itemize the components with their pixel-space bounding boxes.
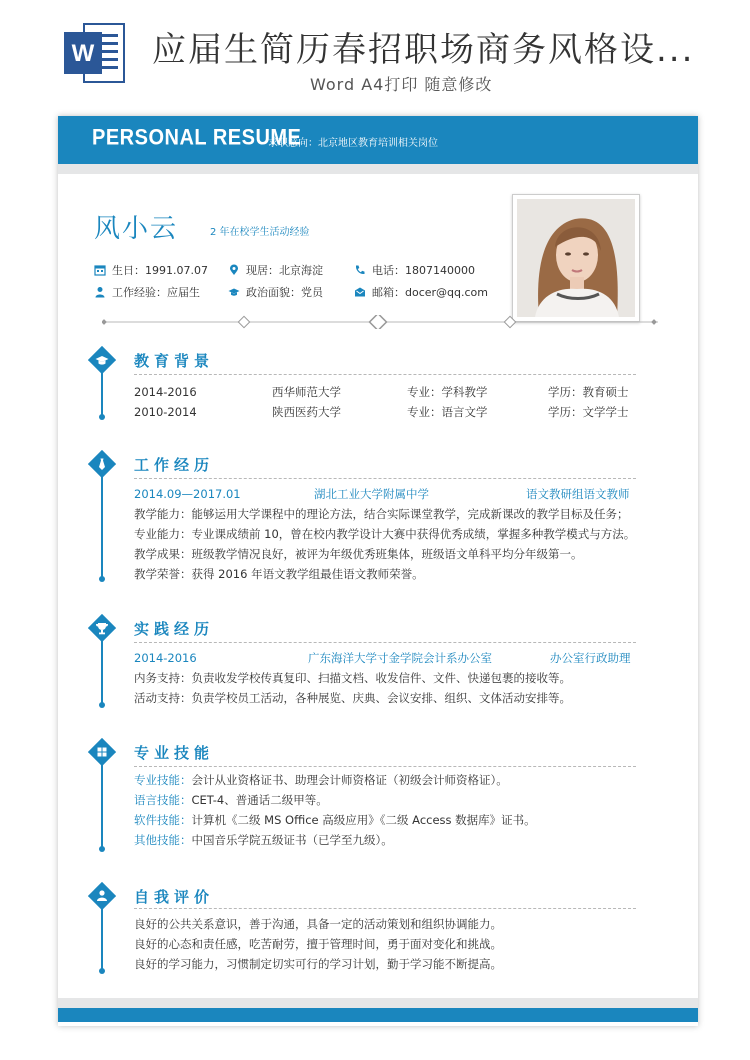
edu-period: 2010-2014 <box>134 405 197 419</box>
phone-text: 电话：1807140000 <box>372 264 475 277</box>
politics-text: 政治面貌：党员 <box>246 286 323 299</box>
word-document-icon <box>58 18 130 90</box>
skill-item <box>134 790 644 810</box>
skill-item <box>134 810 644 830</box>
education-timeline <box>101 372 103 416</box>
skills-section-icon <box>88 738 116 766</box>
practice-title: 实践经历 <box>134 620 215 638</box>
practice-period: 2014-2016 <box>134 651 197 665</box>
resume-page <box>58 116 698 1026</box>
phone-icon <box>354 264 366 276</box>
skill-text: 中国音乐学院五级证书（已学至九级）。 <box>191 833 393 847</box>
skills-timeline-dot <box>99 846 105 852</box>
skill-item <box>134 770 644 790</box>
skills-timeline <box>101 764 103 848</box>
edu-period: 2014-2016 <box>134 385 197 399</box>
self-section-icon <box>88 882 116 910</box>
work-line: 教学成果：班级教学情况良好，被评为年级优秀班集体，班级语文单科平均分年级第一。 <box>134 547 583 561</box>
skill-label: 专业技能： <box>134 773 192 787</box>
self-timeline <box>101 908 103 970</box>
edu-degree: 学历：文学学士 <box>548 405 629 419</box>
header-shadow-band <box>58 164 698 174</box>
practice-line: 内务支持：负责收发学校传真复印、扫描文档、收发信件、文件、快递包裹的接收等。 <box>134 671 571 685</box>
practice-role: 办公室行政助理 <box>550 651 631 665</box>
birth-text: 生日：1991.07.07 <box>112 264 208 277</box>
self-line: 良好的心态和责任感，吃苦耐劳，擅于管理时间，勇于面对变化和挑战。 <box>134 937 502 951</box>
candidate-name: 风小云 <box>94 214 179 244</box>
user-icon <box>94 286 106 298</box>
practice-rule <box>134 642 636 643</box>
work-line: 教学能力：能够运用大学课程中的理论方法，结合实际课堂教学，完成新课改的教学目标及任务； <box>134 507 629 521</box>
edu-major: 专业：学科教学 <box>407 385 488 399</box>
graduation-cap-icon <box>228 286 240 298</box>
info-birth <box>94 262 208 278</box>
resume-brand: PERSONAL RESUME <box>92 125 302 151</box>
download-banner <box>0 0 750 108</box>
email-text: 邮箱：docer@qq.com <box>372 286 489 299</box>
profile-photo <box>512 194 640 322</box>
work-line: 专业能力：专业课成绩前 10，曾在校内教学设计大赛中获得优秀成绩，掌握多种教学模式与方法。 <box>134 527 636 541</box>
work-org: 湖北工业大学附属中学 <box>314 487 429 501</box>
experience-text: 工作经验：应届生 <box>112 286 200 299</box>
self-title: 自我评价 <box>134 888 215 906</box>
practice-section-icon <box>88 614 116 642</box>
practice-line: 活动支持：负责学校员工活动，各种展览、庆典、会议安排、组织、文体活动安排等。 <box>134 691 571 705</box>
skill-label: 其他技能： <box>134 833 192 847</box>
skill-item <box>134 830 644 850</box>
edu-school: 西华师范大学 <box>272 385 341 399</box>
practice-timeline-dot <box>99 702 105 708</box>
info-experience <box>94 284 200 300</box>
work-period: 2014.09—2017.01 <box>134 487 241 501</box>
work-timeline-dot <box>99 576 105 582</box>
edu-degree: 学历：教育硕士 <box>548 385 629 399</box>
education-rule <box>134 374 636 375</box>
svg-text:W: W <box>71 40 95 67</box>
footer-gray-band <box>58 998 698 1008</box>
practice-org: 广东海洋大学寸金学院会计系办公室 <box>308 651 492 665</box>
profile-divider <box>102 314 658 328</box>
document-subtitle: Word A4打印 随意修改 <box>310 75 493 94</box>
work-role: 语文教研组语文教师 <box>526 487 630 501</box>
skill-text: 会计从业资格证书、助理会计师资格证（初级会计师资格证）。 <box>191 773 508 787</box>
education-title: 教育背景 <box>134 352 215 370</box>
work-title: 工作经历 <box>134 456 215 474</box>
education-timeline-dot <box>99 414 105 420</box>
mail-icon <box>354 286 366 298</box>
skill-text: CET-4、普通话二级甲等。 <box>191 793 328 807</box>
self-line: 良好的学习能力，习惯制定切实可行的学习计划，勤于学习能不断提高。 <box>134 957 502 971</box>
footer-blue-bar <box>58 1008 698 1022</box>
skill-label: 软件技能： <box>134 813 192 827</box>
calendar-icon <box>94 264 106 276</box>
info-politics <box>228 284 323 300</box>
residence-text: 现居：北京海淀 <box>246 264 323 277</box>
experience-summary: 2 年在校学生活动经验 <box>210 227 310 238</box>
skills-rule <box>134 766 636 767</box>
education-section-icon <box>88 346 116 374</box>
work-timeline <box>101 476 103 578</box>
edu-school: 陕西医药大学 <box>272 405 341 419</box>
resume-header-bar <box>58 116 698 164</box>
edu-major: 专业：语言文学 <box>407 405 488 419</box>
info-email <box>354 284 488 300</box>
location-pin-icon <box>228 264 240 276</box>
info-residence <box>228 262 323 278</box>
job-intent: 求职意向：北京地区教育培训相关岗位 <box>268 138 438 149</box>
work-section-icon <box>88 450 116 478</box>
self-line: 良好的公共关系意识，善于沟通，具备一定的活动策划和组织协调能力。 <box>134 917 502 931</box>
self-rule <box>134 908 636 909</box>
self-timeline-dot <box>99 968 105 974</box>
info-phone <box>354 262 475 278</box>
work-line: 教学荣誉：获得 2016 年语文教学组最佳语文教师荣誉。 <box>134 567 424 581</box>
skill-label: 语言技能： <box>134 793 192 807</box>
work-rule <box>134 478 636 479</box>
document-title: 应届生简历春招职场商务风格设... <box>152 30 695 70</box>
practice-timeline <box>101 640 103 704</box>
skill-text: 计算机《二级 MS Office 高级应用》《二级 Access 数据库》证书。 <box>191 813 536 827</box>
skills-title: 专业技能 <box>134 744 215 762</box>
